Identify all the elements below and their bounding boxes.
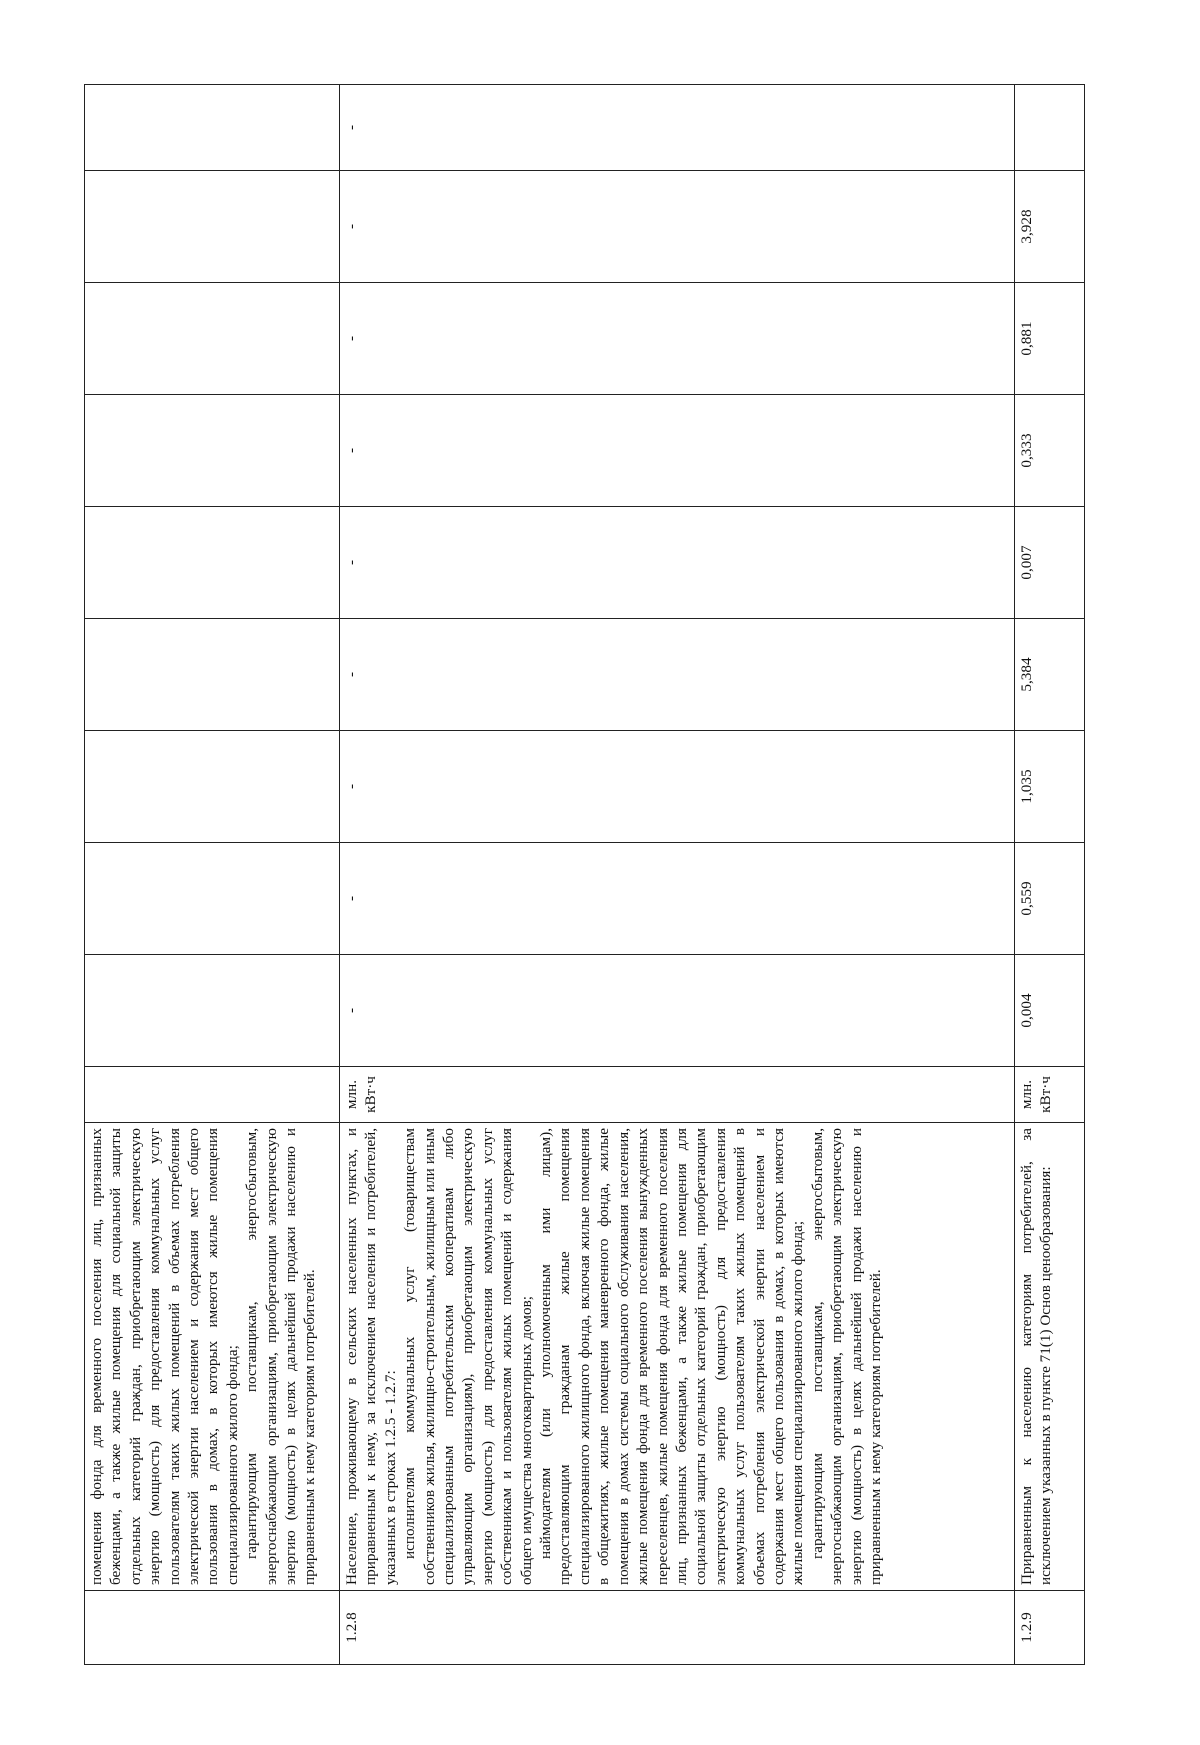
value-cell: 0,881 <box>1015 283 1085 395</box>
value-cell: - <box>340 955 1015 1067</box>
description-paragraph: гарантирующим поставщикам, энергосбытовым, энергоснабжающим организациям, приобретающим электрическую энергию (мощность) в целях дальнейшей продажи населению и приравненным к нему категориям потребителей. <box>808 1128 884 1585</box>
value-cell: - <box>340 283 1015 395</box>
value-cell <box>85 85 340 171</box>
value-cell: 1,035 <box>1015 731 1085 843</box>
value-cell <box>85 955 340 1067</box>
value-cell: - <box>340 731 1015 843</box>
value-cell <box>85 395 340 507</box>
row-unit: млн. кВт·ч <box>1015 1067 1085 1123</box>
value-cell: - <box>340 171 1015 283</box>
value-cell <box>85 507 340 619</box>
description-paragraph: помещения фонда для временного поселения лиц, признанных беженцами, а также жилые помещения для социальной защиты отдельных категорий граждан, приобретающим электрическую энергию (мощность) для предоставления коммунальных услуг пользователям таких жилых помещений в объемах потребления электрической энергии населением и содержания мест общего пользования в домах, в которых имеются жилые помещения специализированного жилого фонда; <box>88 1128 241 1585</box>
row-number: 1.2.8 <box>340 1591 1015 1665</box>
table-row <box>340 85 1015 1665</box>
row-description <box>1015 1123 1085 1591</box>
description-paragraph: гарантирующим поставщикам, энергосбытовым, энергоснабжающим организациям, приобретающим электрическую энергию (мощность) в целях дальнейшей продажи населению и приравненным к нему категориям потребителей. <box>243 1128 319 1585</box>
tariff-table <box>84 84 1085 1665</box>
value-cell: 5,384 <box>1015 619 1085 731</box>
row-number: 1.2.9 <box>1015 1591 1085 1665</box>
table-row <box>85 85 340 1665</box>
value-cell: - <box>340 85 1015 171</box>
value-cell: - <box>340 395 1015 507</box>
value-cell: 0,333 <box>1015 395 1085 507</box>
value-cell: 0,007 <box>1015 507 1085 619</box>
value-cell: - <box>340 619 1015 731</box>
value-cell: 0,004 <box>1015 955 1085 1067</box>
value-cell <box>85 731 340 843</box>
description-paragraph: исполнителям коммунальных услуг (товариществам собственников жилья, жилищно-строительным, жилищным или иным специализированным потребительским кооперативам либо управляющим организациям), приобретающим электрическую энергию (мощность) для предоставления коммунальных услуг собственникам и пользователям жилых помещений и содержания общего имущества многоквартирных домов; <box>401 1128 535 1585</box>
value-cell: 0,559 <box>1015 843 1085 955</box>
row-description <box>85 1123 340 1591</box>
value-cell <box>85 843 340 955</box>
row-number <box>85 1591 340 1665</box>
table-row <box>1015 85 1085 1665</box>
value-cell <box>85 619 340 731</box>
description-paragraph: Население, проживающему в сельских населенных пунктах, и приравненным к нему, за исключением населения и потребителей, указанных в строках 1.2.5 - 1.2.7: <box>343 1128 399 1585</box>
value-cell <box>85 171 340 283</box>
row-unit <box>85 1067 340 1123</box>
row-unit: млн. кВт·ч <box>340 1067 1015 1123</box>
value-cell: - <box>340 507 1015 619</box>
value-cell: 3,928 <box>1015 171 1085 283</box>
description-paragraph: наймодателям (или уполномоченным ими лицам), предоставляющим гражданам жилые помещения специализированного жилищного фонда, включая жилые помещения в общежитиях, жилые помещения маневренного фонда, жилые помещения в домах системы социального обслуживания населения, жилые помещения фонда для временного поселения вынужденных переселенцев, жилые помещения фонда для временного поселения лиц, признанных беженцами, а также жилые помещения для социальной защиты отдельных категорий граждан, приобретающим электрическую энергию (мощность) для предоставления коммунальных услуг пользователям таких жилых помещений в объемах потребления электрической энергии населением и содержания мест общего пользования в домах, в которых имеются жилые помещения специализированного жилого фонда; <box>537 1128 807 1585</box>
row-description <box>340 1123 1015 1591</box>
description-paragraph: Приравненным к населению категориям потребителей, за исключением указанных в пункте 71(1) Основ ценообразования: <box>1018 1128 1055 1585</box>
value-cell: - <box>340 843 1015 955</box>
rotated-document-sheet <box>84 85 1084 1665</box>
value-cell <box>1015 85 1085 171</box>
value-cell <box>85 283 340 395</box>
